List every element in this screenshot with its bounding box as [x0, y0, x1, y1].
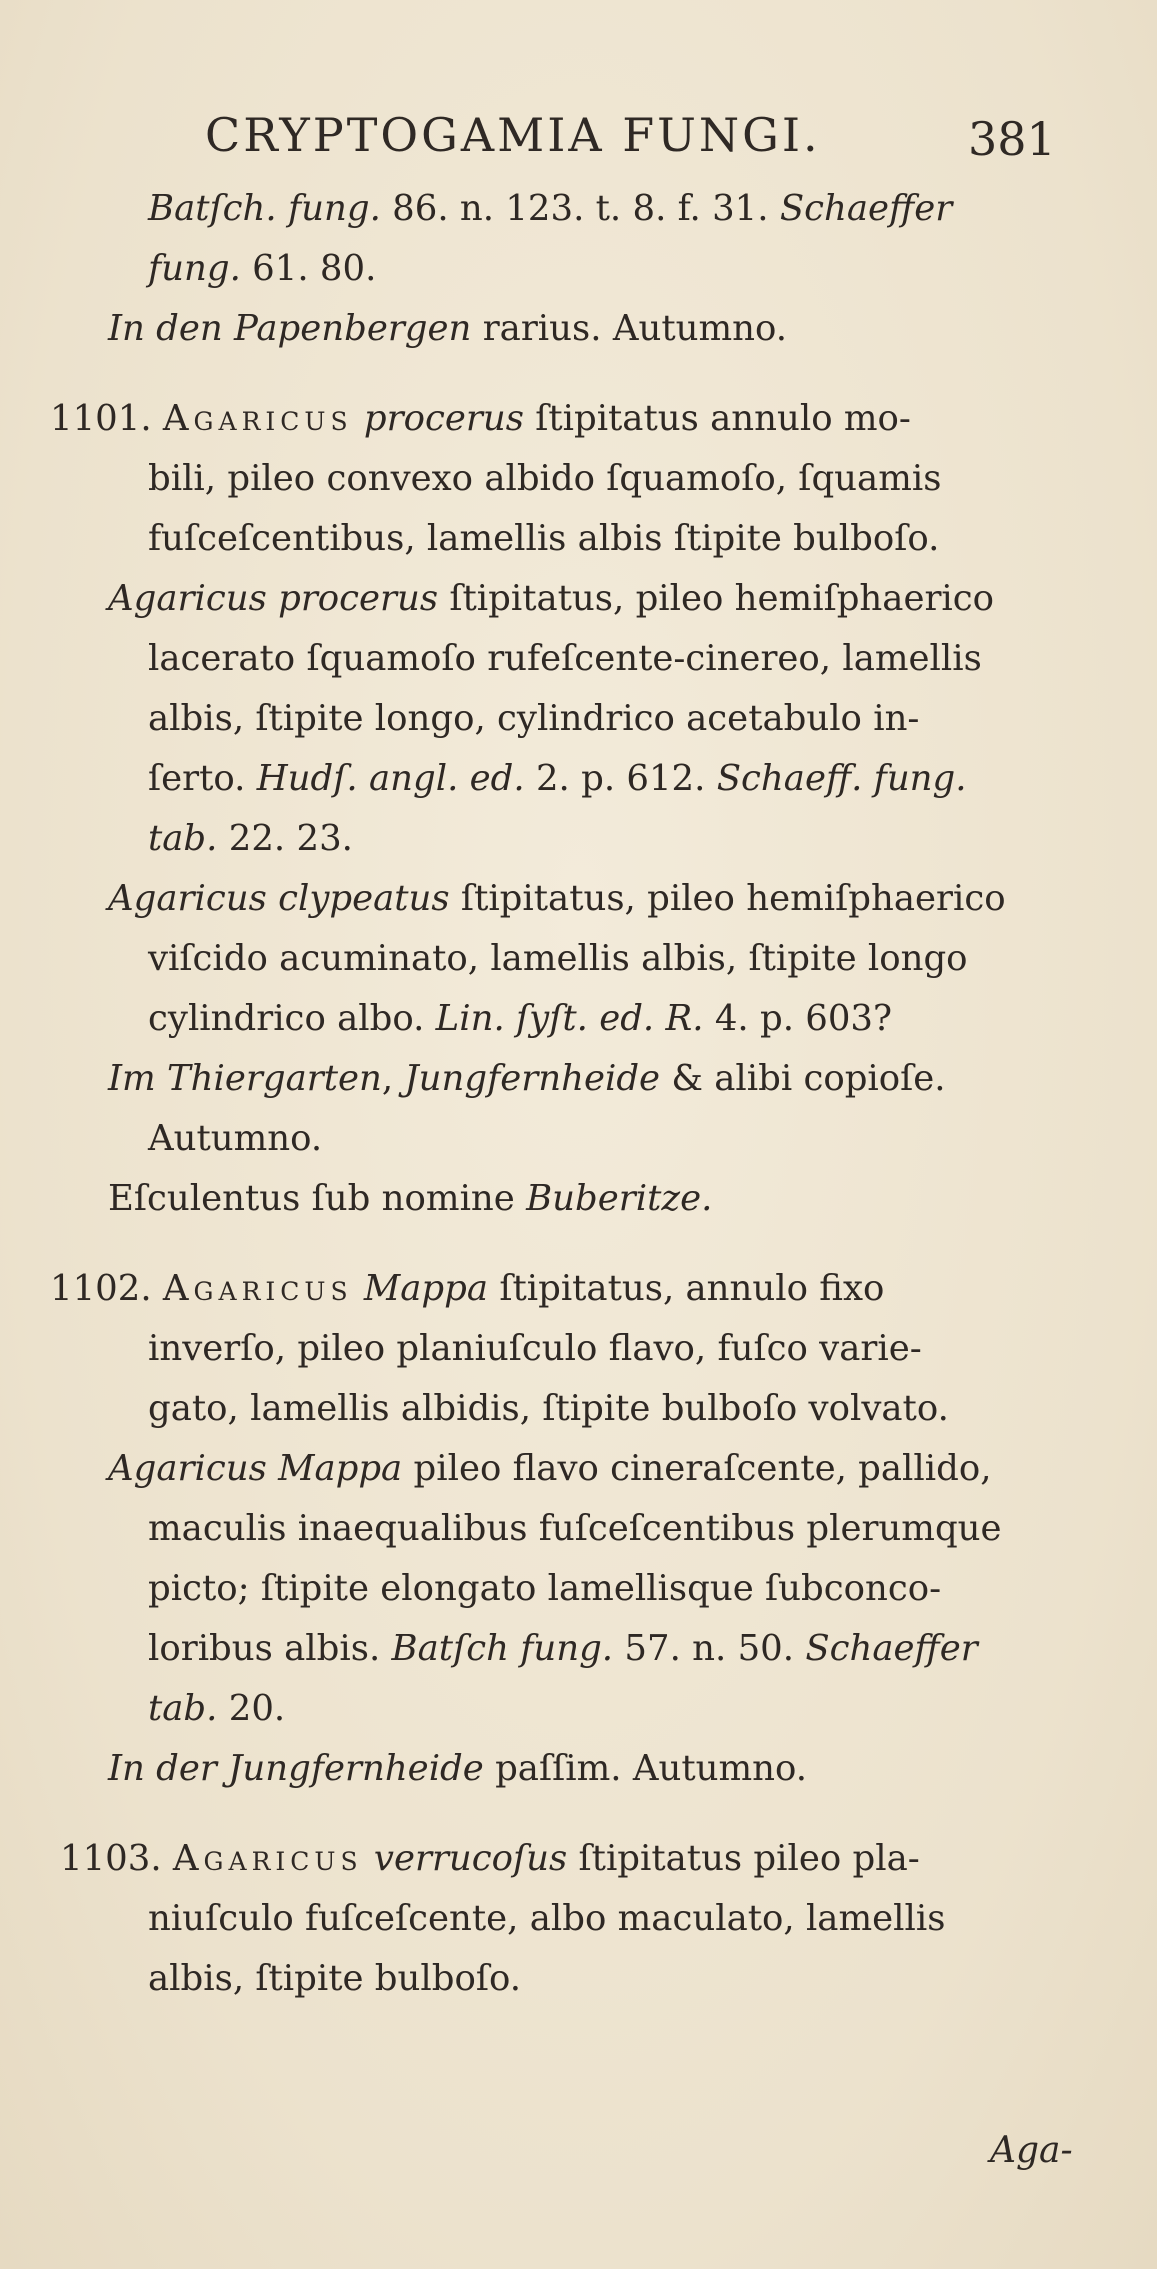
text-segment [353, 398, 364, 439]
text-segment: rarius. Autumno. [471, 308, 788, 349]
text-segment: 20. [217, 1688, 286, 1729]
text-segment: 61. 80. [240, 248, 377, 289]
italic-text: tab. [148, 818, 218, 859]
text-line [50, 1267, 884, 1311]
text-line [60, 1837, 920, 1881]
text-line [108, 1447, 992, 1491]
italic-text: Batſch. fung. [148, 188, 381, 229]
text-line [148, 1687, 285, 1731]
italic-text: verrucoſus [373, 1838, 568, 1879]
text-segment: niuſculo fuſceſcente, albo maculato, lamellis [148, 1898, 946, 1939]
italic-text: In der Jungfernheide [108, 1748, 484, 1789]
text-segment: fuſceſcentibus, lamellis albis ſtipite bulboſo. [148, 518, 940, 559]
text-line [148, 1387, 949, 1431]
text-segment: 86. n. 123. t. 8. f. 31. [380, 188, 780, 229]
text-segment: lacerato ſquamoſo rufeſcente-cinereo, lamellis [148, 638, 982, 679]
text-line [148, 1897, 945, 1941]
text-line [148, 697, 919, 741]
text-line [148, 1627, 978, 1671]
text-segment: gato, lamellis albidis, ſtipite bulboſo volvato. [148, 1388, 949, 1429]
text-line [50, 397, 911, 441]
text-segment: pileo flavo cineraſcente, pallido, [402, 1448, 992, 1489]
italic-text: procerus [363, 398, 524, 439]
italic-text: Jungfernheide [404, 1058, 661, 1099]
text-segment: viſcido acuminato, lamellis albis, ſtipite longo [148, 938, 968, 979]
text-segment: paſſim. Autumno. [483, 1748, 808, 1789]
text-line [148, 1957, 521, 2001]
genus-name: Agaricus [172, 1838, 363, 1879]
text-line [148, 997, 892, 1041]
italic-text: Agaricus clypeatus [108, 878, 450, 919]
text-line [108, 1057, 946, 1101]
text-line [108, 307, 787, 351]
text-line [108, 877, 1006, 921]
text-segment: ſtipitatus, pileo hemiſphaerico [449, 878, 1006, 919]
italic-text: In den Papenbergen [108, 308, 472, 349]
text-line [108, 577, 994, 621]
italic-text: Schaeffer [779, 188, 953, 229]
text-segment: albis, ſtipite bulboſo. [148, 1958, 521, 1999]
italic-text: Mappa [363, 1268, 489, 1309]
italic-text: Hudſ. angl. ed. [256, 758, 525, 799]
text-segment: & alibi copioſe. [660, 1058, 946, 1099]
text-line [148, 517, 939, 561]
page-number: 381 [968, 112, 1056, 166]
text-segment: picto; ſtipite elongato lamellisque ſubconco- [148, 1568, 942, 1609]
running-head: CRYPTOGAMIA FUNGI. [205, 108, 821, 162]
text-segment: Autumno. [148, 1118, 323, 1159]
text-segment: ſtipitatus, pileo hemiſphaerico [438, 578, 995, 619]
text-segment: 1101. [50, 398, 163, 439]
text-segment: ſtipitatus annulo mo- [523, 398, 911, 439]
italic-text: tab. [148, 1688, 218, 1729]
italic-text: fung. [148, 248, 241, 289]
text-line [148, 1507, 1002, 1551]
italic-text: Schaeffer [805, 1628, 978, 1669]
text-segment: maculis inaequalibus fuſceſcentibus plerumque [148, 1508, 1002, 1549]
text-segment: bili, pileo convexo albido ſquamoſo, ſquamis [148, 458, 942, 499]
text-line [148, 757, 967, 801]
text-segment: 1103. [60, 1838, 173, 1879]
text-line [148, 1567, 941, 1611]
text-segment [353, 1268, 364, 1309]
text-segment: loribus albis. [148, 1628, 392, 1669]
text-line [148, 1117, 322, 1161]
italic-text: Agaricus procerus [108, 578, 439, 619]
text-segment: , [381, 1058, 405, 1099]
italic-text: Lin. ſyſt. ed. R. [435, 998, 704, 1039]
catchword: Aga- [990, 2130, 1073, 2171]
text-segment: cylindrico albo. [148, 998, 436, 1039]
text-segment: Eſculentus ſub nomine [108, 1178, 527, 1219]
text-segment: ſtipitatus, annulo fixo [488, 1268, 885, 1309]
text-line [148, 187, 952, 231]
text-line [148, 457, 941, 501]
text-segment [363, 1838, 374, 1879]
text-segment: inverſo, pileo planiuſculo flavo, fuſco varie- [148, 1328, 922, 1369]
text-segment: 22. 23. [217, 818, 353, 859]
text-line [108, 1177, 712, 1221]
text-segment: 57. n. 50. [613, 1628, 806, 1669]
text-segment: 4. p. 603? [703, 998, 893, 1039]
text-segment: ſerto. [148, 758, 257, 799]
text-line [148, 247, 376, 291]
italic-text: Im Thiergarten [108, 1058, 382, 1099]
genus-name: Agaricus [162, 1268, 353, 1309]
italic-text: Buberitze. [526, 1178, 713, 1219]
text-line [148, 637, 982, 681]
text-segment: 2. p. 612. [524, 758, 717, 799]
text-segment: albis, ſtipite longo, cylindrico acetabulo in- [148, 698, 920, 739]
text-segment: 1102. [50, 1268, 163, 1309]
text-line [148, 817, 353, 861]
text-line [148, 1327, 922, 1371]
genus-name: Agaricus [162, 398, 353, 439]
text-line [148, 937, 968, 981]
italic-text: Agaricus Mappa [108, 1448, 403, 1489]
italic-text: Batſch fung. [391, 1628, 614, 1669]
italic-text: Schaeff. fung. [716, 758, 967, 799]
text-segment: ſtipitatus pileo pla- [567, 1838, 920, 1879]
text-line [108, 1747, 807, 1791]
